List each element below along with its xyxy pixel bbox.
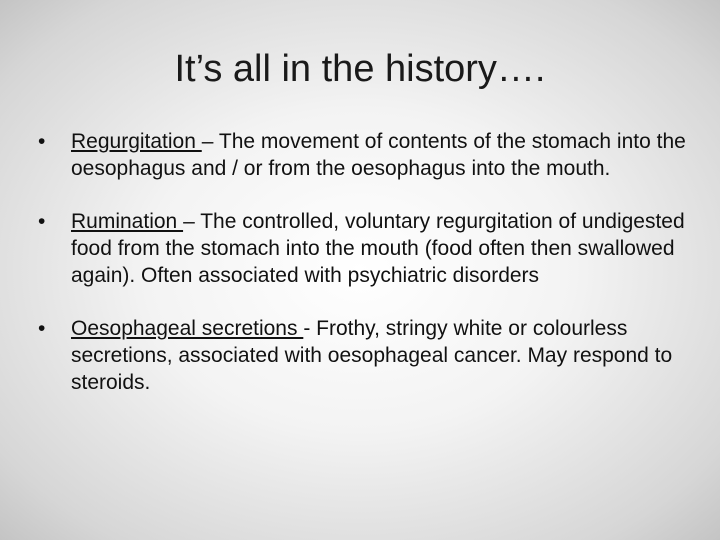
bullet-dot-icon: • <box>38 130 46 153</box>
bullet-definition: - Frothy, stringy white or colourless secretions, associated with oesophageal cancer. May respond to steroids. <box>71 317 673 394</box>
bullet-list <box>38 128 698 396</box>
bullet-definition: – The movement of contents of the stomach into the oesophagus and / or from the oesophagus into the mouth. <box>71 130 686 180</box>
bullet-term: Oesophageal secretions <box>71 317 304 340</box>
bullet-definition: – The controlled, voluntary regurgitation of undigested food from the stomach into the mouth (food often then swallowed again). Often associated with psychiatric disorders <box>71 210 685 287</box>
bullet-term: Rumination <box>71 210 184 233</box>
bullet-item-regurgitation <box>38 128 698 182</box>
slide-title: It’s all in the history…. <box>174 48 546 90</box>
bullet-dot-icon: • <box>38 210 46 233</box>
bullet-item-oesophageal-secretions <box>38 315 698 396</box>
bullet-item-rumination <box>38 208 698 289</box>
bullet-term: Regurgitation <box>71 130 202 153</box>
bullet-dot-icon: • <box>38 317 46 340</box>
